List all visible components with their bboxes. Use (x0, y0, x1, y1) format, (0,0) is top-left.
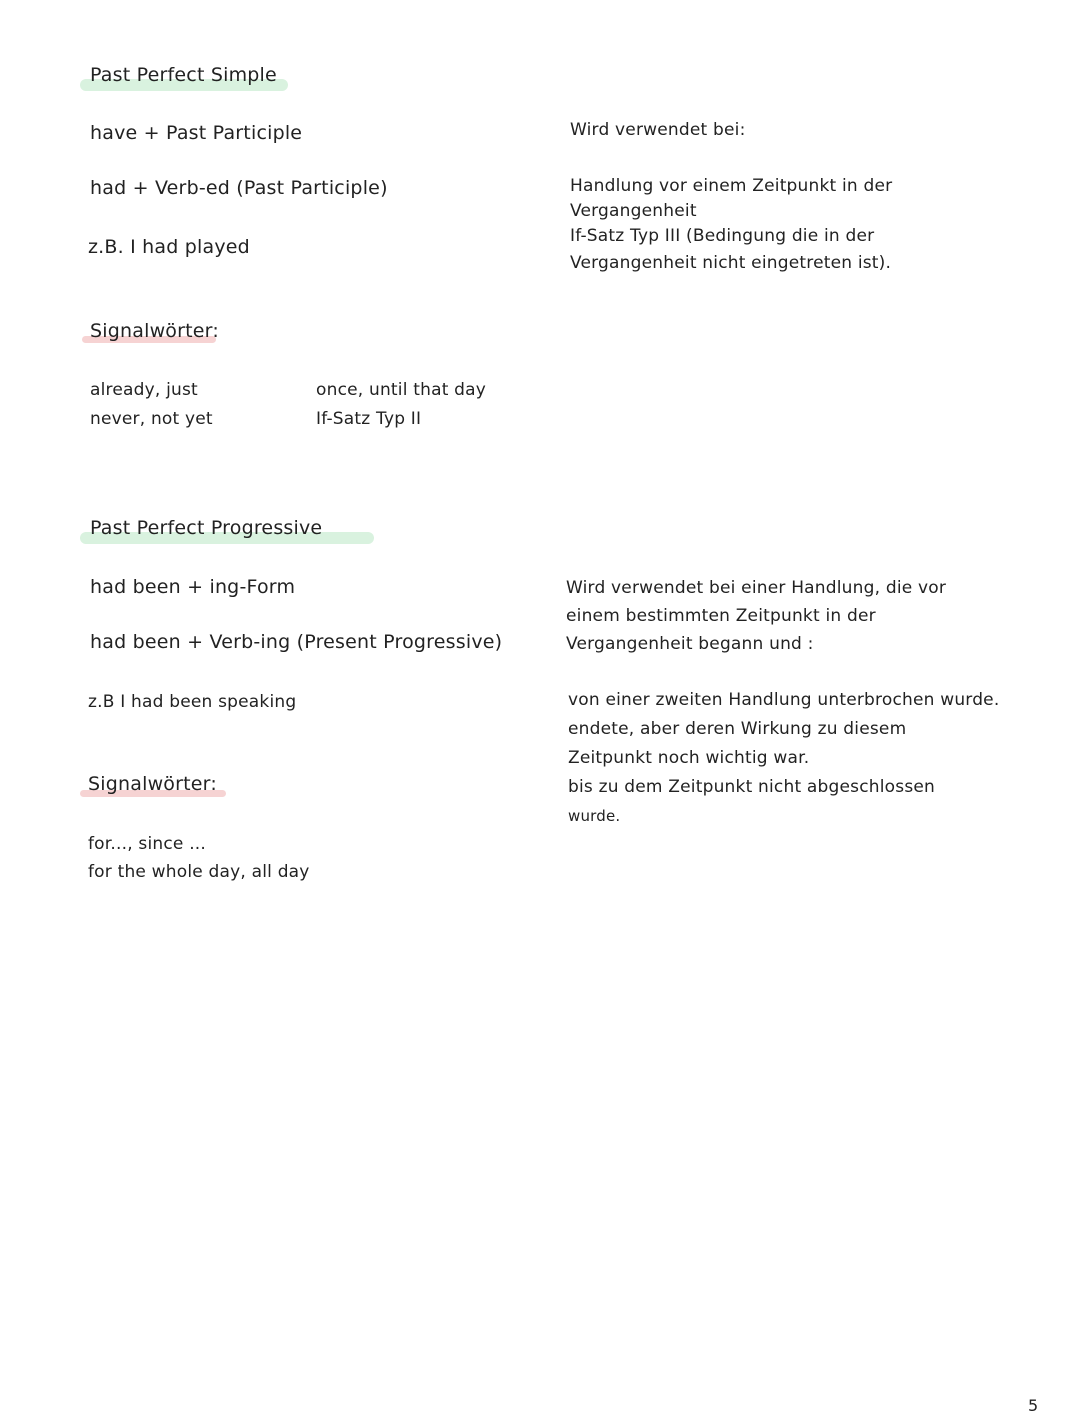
signal-words-heading: Signalwörter: (88, 773, 217, 795)
usage-case-line: von einer zweiten Handlung unterbrochen wurde. (568, 690, 1000, 710)
signal-word-line: already, just (90, 380, 198, 400)
usage-case-line: bis zu dem Zeitpunkt nicht abgeschlossen (568, 777, 936, 797)
signal-words-list (88, 830, 310, 886)
usage-case-line: wurde. (568, 807, 621, 825)
section-title-past-perfect-progressive: Past Perfect Progressive (90, 517, 323, 539)
signal-word-line: never, not yet (90, 409, 213, 429)
usage-text (570, 172, 892, 278)
usage-line: Wird verwendet bei einer Handlung, die vor (566, 578, 947, 598)
usage-line: Vergangenheit (570, 201, 697, 221)
signal-word-line: for the whole day, all day (88, 862, 310, 882)
example-line: z.B I had been speaking (88, 692, 297, 712)
usage-case-line: Zeitpunkt noch wichtig war. (568, 748, 810, 768)
usage-line: einem bestimmten Zeitpunkt in der (566, 606, 876, 626)
signal-words-col2 (316, 376, 486, 434)
example-line: z.B. I had played (88, 236, 250, 258)
signal-word-line: for..., since ... (88, 834, 207, 854)
signal-word-line: If-Satz Typ II (316, 409, 422, 429)
usage-line: Handlung vor einem Zeitpunkt in der (570, 176, 893, 196)
usage-case-line: endete, aber deren Wirkung zu diesem (568, 719, 907, 739)
usage-heading: Wird verwendet bei: (570, 120, 746, 140)
usage-line: Vergangenheit begann und : (566, 634, 814, 654)
page-number: 5 (1028, 1396, 1039, 1415)
usage-text (566, 574, 946, 658)
section-title-past-perfect-simple: Past Perfect Simple (90, 64, 277, 86)
usage-line: Vergangenheit nicht eingetreten ist). (570, 253, 892, 273)
signal-words-col1 (90, 376, 213, 434)
formula-line: have + Past Participle (90, 122, 303, 144)
signal-word-line: once, until that day (316, 380, 487, 400)
formula-line: had been + ing-Form (90, 576, 296, 598)
usage-line: If-Satz Typ III (Bedingung die in der (570, 226, 875, 246)
signal-words-heading: Signalwörter: (90, 320, 219, 342)
formula-line: had been + Verb-ing (Present Progressive) (90, 631, 503, 653)
usage-cases (568, 686, 999, 831)
formula-line: had + Verb-ed (Past Participle) (90, 177, 388, 199)
